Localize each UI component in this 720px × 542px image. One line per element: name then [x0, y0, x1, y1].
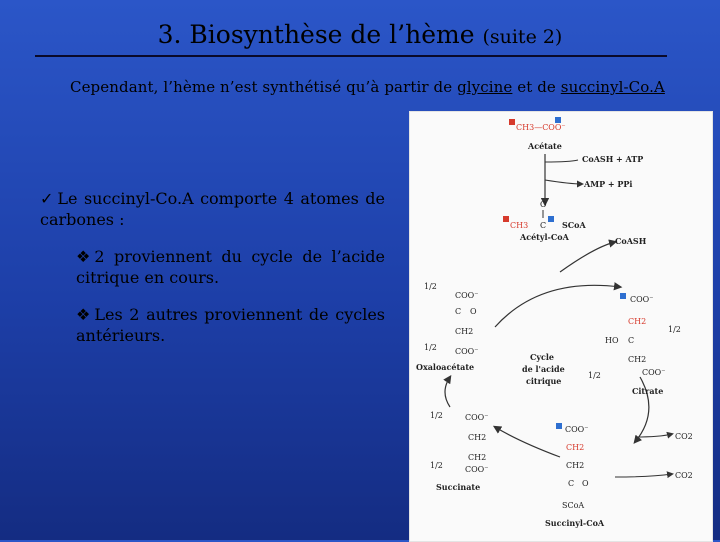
title-underline: [35, 55, 667, 57]
slide-title: [0, 20, 720, 49]
oxalo-o: O: [470, 307, 477, 316]
subtitle: [70, 78, 665, 96]
citrate-ch2: CH2: [628, 317, 647, 326]
title-suffix: (suite 2): [482, 26, 563, 48]
half-label: 1/2: [430, 461, 443, 470]
blue-square-icon: [556, 423, 562, 429]
oxalo-coo-2: COO⁻: [455, 347, 479, 356]
acetyl-o: O: [540, 200, 547, 209]
succinylcoa-ch2-1: CH2: [566, 443, 585, 452]
bullet-2-text: 2 proviennent du cycle de l’acide citrique en cours.: [76, 247, 385, 287]
subtitle-prefix: Cependant, l’hème n’est synthétisé qu’à partir de: [70, 78, 458, 96]
succinylcoa-label: Succinyl-CoA: [545, 518, 605, 528]
acetate-label: Acétate: [528, 141, 562, 151]
succinylcoa-scoa: SCoA: [562, 501, 585, 510]
arrow-succinate-to-oxalo: [445, 377, 450, 407]
oxaloacetate-label: Oxaloacétate: [416, 362, 475, 372]
oxalo-ch2: CH2: [455, 327, 474, 336]
half-label: 1/2: [668, 325, 681, 334]
succinylcoa-c: C: [568, 479, 575, 488]
cycle-label-3: citrique: [526, 376, 562, 386]
cycle-label-2: de l'acide: [522, 364, 565, 374]
citrate-label: Citrate: [632, 386, 664, 396]
coash-right-label: CoASH: [615, 236, 647, 246]
coash-atp-label: CoASH + ATP: [582, 154, 644, 164]
half-label: 1/2: [588, 371, 601, 380]
succinate-ch2-1: CH2: [468, 433, 487, 442]
acetyl-ch3: CH3: [510, 221, 529, 230]
cycle-diagram: [410, 112, 712, 541]
cycle-label-1: Cycle: [530, 352, 555, 362]
succinate-coo-2: COO⁻: [465, 465, 489, 474]
acetate-formula: CH3—COO⁻: [516, 123, 566, 132]
co2-label-1: CO2: [675, 432, 693, 441]
bullet-3: [76, 304, 385, 346]
subtitle-succinyl: succinyl-Co.A: [560, 78, 665, 96]
citrate-ch2-2: CH2: [628, 355, 647, 364]
co2-label-2: CO2: [675, 471, 693, 480]
acetylcoa-label: Acétyl-CoA: [520, 232, 569, 242]
half-label: 1/2: [430, 411, 443, 420]
acetyl-c: C: [540, 221, 547, 230]
bullet-list: [40, 188, 385, 346]
blue-square-icon: [620, 293, 626, 299]
title-main: 3. Biosynthèse de l’hème: [157, 20, 475, 49]
succinate-ch2-2: CH2: [468, 453, 487, 462]
arrow-co2-2: [615, 474, 672, 477]
half-label: 1/2: [424, 343, 437, 352]
oxalo-coo-1: COO⁻: [455, 291, 479, 300]
red-square-icon: [509, 119, 515, 125]
diamond-bullet-icon: ❖: [76, 305, 91, 324]
subtitle-middle: et de: [512, 78, 561, 96]
check-icon: ✓: [40, 189, 54, 208]
amp-ppi-label: AMP + PPi: [584, 179, 633, 189]
citrate-coo: COO⁻: [630, 295, 654, 304]
blue-square-icon: [548, 216, 554, 222]
arrow-amp-out: [545, 180, 582, 184]
red-triangle-icon: [503, 216, 509, 222]
arrow-succinylcoa-to-succinate: [495, 427, 560, 457]
succinylcoa-o: O: [582, 479, 589, 488]
half-label: 1/2: [424, 282, 437, 291]
succinylcoa-coo: COO⁻: [565, 425, 589, 434]
acetyl-scoa: SCoA: [562, 220, 586, 230]
arrow-coash-in: [545, 160, 578, 162]
diamond-bullet-icon: ❖: [76, 247, 91, 266]
bullet-2: [76, 246, 385, 288]
succinate-coo-1: COO⁻: [465, 413, 489, 422]
citric-acid-cycle-figure: [409, 111, 713, 542]
oxalo-c: C: [455, 307, 462, 316]
citrate-ho: HO: [605, 336, 619, 345]
citrate-c: C: [628, 336, 635, 345]
subtitle-glycine: glycine: [457, 78, 513, 96]
arrow-oxalo-to-citrate: [495, 285, 620, 327]
arrow-coash-release: [560, 242, 615, 272]
bullet-3-text: Les 2 autres proviennent de cycles antérieurs.: [76, 305, 385, 345]
bullet-1-text: Le succinyl-Co.A comporte 4 atomes de carbones :: [40, 189, 385, 229]
succinylcoa-ch2-2: CH2: [566, 461, 585, 470]
succinate-label: Succinate: [436, 482, 481, 492]
bullet-1: [40, 188, 385, 230]
citrate-coo-2: COO⁻: [642, 368, 666, 377]
